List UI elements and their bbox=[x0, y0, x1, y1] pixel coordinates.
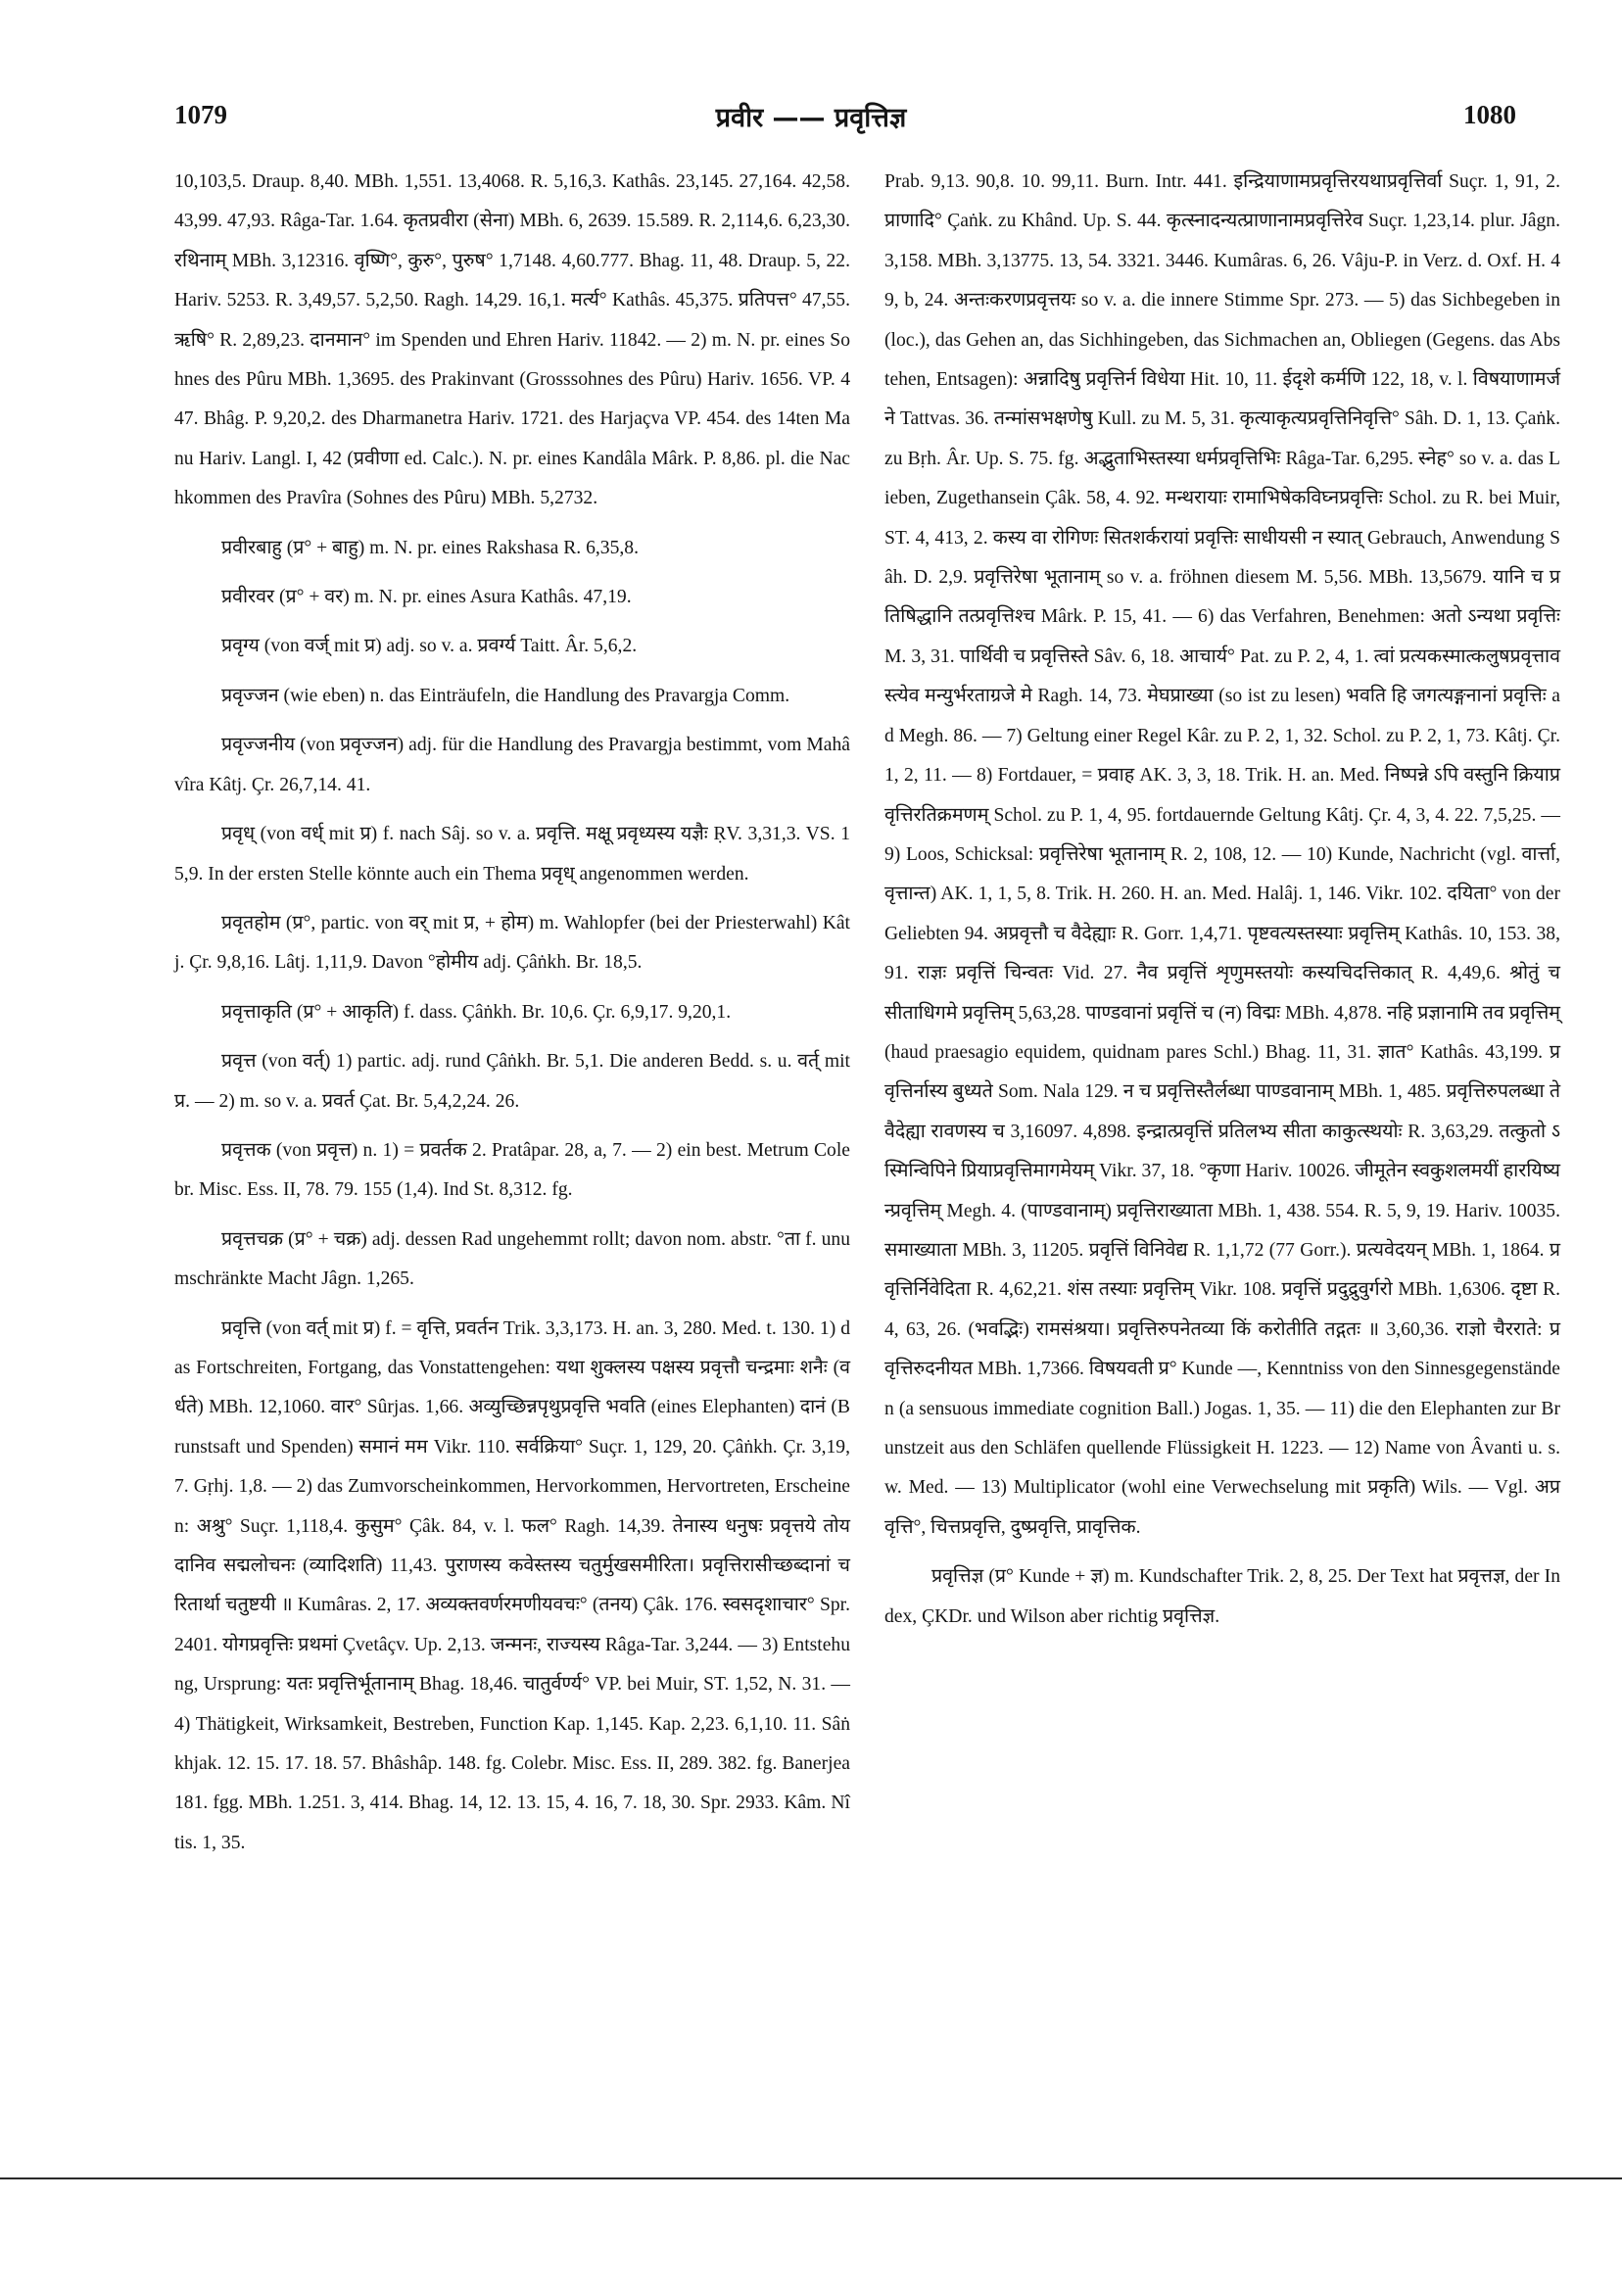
dictionary-entry: प्रवृग्य (von वर्ज् mit प्र) adj. so v. a. प्रवर्ग्य Taitt. Âr. 5,6,2. bbox=[221, 636, 638, 657]
page-title: प्रवीर —— प्रवृत्तिज्ञ bbox=[715, 103, 907, 133]
dictionary-entry: प्रवृत्ति (von वर्त् mit प्र) f. = वृत्ति, प्रवर्तन Trik. 3,3,173. H. an. 3, 280. Med. t. 130. 1) das Fortschreiten, Fortgang, das Vonstattengehen: यथा शुक्लस्य पक्षस्य प्रवृत्तौ चन्द्रमाः शनैः (वर्धते) MBh. 12,1060. वार° Sûrjas. 1,66. अव्युच्छिन्नपृथुप्रवृत्ति भवति (eines Elephanten) दानं (Brunstsaft und Spenden) समानं मम Vikr. 110. सर्वक्रिया° Suçr. 1, 129, 20. Çâṅkh. Çr. 3,19,7. Gṛhj. 1,8. — 2) das Zumvorscheinkommen, Hervorkommen, Hervortreten, Erscheinen: अश्रु° Suçr. 1,118,4. कुसुम° Çâk. 84, v. l. फल° Ragh. 14,39. तेनास्य धनुषः प्रवृत्तये तोयदानिव सद्मलोचनः (व्यादिशति) 11,43. पुराणस्य कवेस्तस्य चतुर्मुखसमीरिता। प्रवृत्तिरासीच्छब्दानां चरितार्था चतुष्टयी ॥ Kumâras. 2, 17. अव्यक्तवर्णरमणीयवचः° (तनय) Çâk. 176. स्वसदृशाचार° Spr. 2401. योगप्रवृत्तिः प्रथमां Çvetâçv. Up. 2,13. जन्मनः, राज्यस्य Râga-Tar. 3,244. — 3) Entstehung, Ursprung: यतः प्रवृत्तिर्भूतानाम् Bhag. 18,46. चातुर्वर्ण्य° VP. bei Muir, ST. 1,52, N. 31. — 4) Thätigkeit, Wirksamkeit, Bestreben, Function Kap. 1,145. Kap. 2,23. 6,1,10. 11. Sâṅkhjak. 12. 15. 17. 18. 57. Bhâshâp. 148. fg. Colebr. Misc. Ess. II, 289. 382. fg. Banerjea 181. fgg. MBh. 1.251. 3, 414. Bhag. 14, 12. 13. 15, 4. 16, 7. 18, 30. Spr. 2933. Kâm. Nîtis. 1, 35. bbox=[174, 1317, 850, 1853]
left-column bbox=[174, 163, 850, 1873]
dictionary-entry: प्रवृज्जनीय (von प्रवृज्जन) adj. für die Handlung des Pravargja bestimmt, vom Mahâvîra Kâtj. Çr. 26,7,14. 41. bbox=[174, 735, 850, 795]
dictionary-entry: प्रवृतहोम (प्र°, partic. von वर् mit प्र, + होम) m. Wahlopfer (bei der Priesterwahl) Kâtj. Çr. 9,8,16. Lâtj. 1,11,9. Davon °होमीय adj. Çâṅkh. Br. 18,5. bbox=[174, 912, 850, 974]
page-header bbox=[0, 90, 1622, 159]
dictionary-entry: प्रवृत्ताकृति (प्र° + आकृति) f. dass. Çâṅkh. Br. 10,6. Çr. 6,9,17. 9,20,1. bbox=[221, 1001, 732, 1023]
dictionary-entry: प्रवृत्तिज्ञ (प्र° Kunde + ज्ञ) m. Kundschafter Trik. 2, 8, 25. Der Text hat प्रवृत्तज्ञ, der Index, ÇKDr. und Wilson aber richtig प्रवृत्तिज्ञ. bbox=[884, 1566, 1560, 1627]
dictionary-entry: प्रवृध् (von वर्ध् mit प्र) f. nach Sâj. so v. a. प्रवृत्ति. मक्षू प्रवृध्यस्य यज्ञैः ṚV. 3,31,3. VS. 15,9. In der ersten Stelle könnte auch ein Thema प्रवृध् angenommen werden. bbox=[174, 824, 850, 885]
entry-continuation: 10,103,5. Draup. 8,40. MBh. 1,551. 13,4068. R. 5,16,3. Kathâs. 23,145. 27,164. 42,58. 43,99. 47,93. Râga-Tar. 1.64. कृतप्रवीरा (सेना) MBh. 6, 2639. 15.589. R. 2,114,6. 6,23,30. रथिनाम् MBh. 3,12316. वृष्णि°, कुरु°, पुरुष° 1,7148. 4,60.777. Bhag. 11, 48. Draup. 5, 22. Hariv. 5253. R. 3,49,57. 5,2,50. Ragh. 14,29. 16,1. मर्त्य° Kathâs. 45,375. प्रतिपत्त° 47,55. ऋषि° R. 2,89,23. दानमान° im Spenden und Ehren Hariv. 11842. — 2) m. N. pr. eines Sohnes des Pûru MBh. 1,3695. des Prakinvant (Grosssohnes des Pûru) Hariv. 1656. VP. 447. Bhâg. P. 9,20,2. des Dharmanetra Hariv. 1721. des Harjaçva VP. 454. des 14ten Manu Hariv. Langl. I, 42 (प्रवीणा ed. Calc.). N. pr. eines Kandâla Mârk. P. 8,86. pl. die Nachkommen des Pravîra (Sohnes des Pûru) MBh. 5,2732. bbox=[174, 171, 851, 509]
footer-rule bbox=[0, 2177, 1622, 2179]
page-number-left: 1079 bbox=[174, 100, 227, 129]
dictionary-entry: प्रवीरवर (प्र° + वर) m. N. pr. eines Asura Kathâs. 47,19. bbox=[221, 587, 632, 608]
dictionary-entry: प्रवृत्तक (von प्रवृत्त) n. 1) = प्रवर्तक 2. Pratâpar. 28, a, 7. — 2) ein best. Metrum Colebr. Misc. Ess. II, 78. 79. 155 (1,4). Ind St. 8,312. fg. bbox=[174, 1139, 850, 1201]
dictionary-entry: प्रवृत्त (von वर्त्) 1) partic. adj. rund Çâṅkh. Br. 5,1. Die anderen Bedd. s. u. वर्त् mit प्र. — 2) m. so v. a. प्रवर्त Çat. Br. 5,4,2,24. 26. bbox=[174, 1051, 850, 1112]
dictionary-entry: प्रवृज्जन (wie eben) n. das Einträufeln, die Handlung des Pravargja Comm. bbox=[221, 685, 790, 706]
dictionary-entry: प्रवृत्तचक्र (प्र° + चक्र) adj. dessen Rad ungehemmt rollt; davon nom. abstr. °ता f. unumschränkte Macht Jâgn. 1,265. bbox=[174, 1228, 850, 1290]
dictionary-entry: प्रवीरबाहु (प्र° + बाहु) m. N. pr. eines Rakshasa R. 6,35,8. bbox=[221, 537, 639, 558]
entry-continuation: Prab. 9,13. 90,8. 10. 99,11. Burn. Intr. 441. इन्द्रियाणामप्रवृत्तिरयथाप्रवृत्तिर्वा Suçr. 1, 91, 2. प्राणादि° Çaṅk. zu Khând. Up. S. 44. कृत्स्नादन्यत्प्राणानामप्रवृत्तिरेव Suçr. 1,23,14. plur. Jâgn. 3,158. MBh. 3,13775. 13, 54. 3321. 3446. Kumâras. 6, 26. Vâju-P. in Verz. d. Oxf. H. 49, b, 24. अन्तःकरणप्रवृत्तयः so v. a. die innere Stimme Spr. 273. — 5) das Sichbegeben in (loc.), das Gehen an, das Sichhingeben, das Sichmachen an, Obliegen (Gegens. das Abstehen, Entsagen): अन्नादिषु प्रवृत्तिर्न विधेया Hit. 10, 11. ईदृशे कर्मणि 122, 18, v. l. विषयाणामर्जने Tattvas. 36. तन्मांसभक्षणेषु Kull. zu M. 5, 31. कृत्याकृत्यप्रवृत्तिनिवृत्ति° Sâh. D. 1, 13. Çaṅk. zu Bṛh. Âr. Up. S. 75. fg. अद्भुताभिस्तस्या धर्मप्रवृत्तिभिः Râga-Tar. 6,295. स्नेह° so v. a. das Lieben, Zugethansein Çâk. 58, 4. 92. मन्थरायाः रामाभिषेकविघ्नप्रवृत्तिः Schol. zu R. bei Muir, ST. 4, 413, 2. कस्य वा रोगिणः सितशर्करायां प्रवृत्तिः साधीयसी न स्यात् Gebrauch, Anwendung Sâh. D. 2,9. प्रवृत्तिरेषा भूतानाम् so v. a. fröhnen diesem M. 5,56. MBh. 13,5679. यानि च प्रतिषिद्धानि तत्प्रवृत्तिश्च Mârk. P. 15, 41. — 6) das Verfahren, Benehmen: अतो ऽन्यथा प्रवृत्तिः M. 3, 31. पार्थिवी च प्रवृत्तिस्ते Sâv. 6, 18. आचार्य° Pat. zu P. 2, 4, 1. त्वां प्रत्यकस्मात्कलुषप्रवृत्तावस्त्येव मन्युर्भरताग्रजे मे Ragh. 14, 73. मेघप्राख्या (so ist zu lesen) भवति हि जगत्यङ्गनानां प्रवृत्तिः ad Megh. 86. — 7) Geltung einer Regel Kâr. zu P. 2, 1, 32. Schol. zu P. 2, 1, 73. Kâtj. Çr. 1, 2, 11. — 8) Fortdauer, = प्रवाह AK. 3, 3, 18. Trik. H. an. Med. निष्पन्ने ऽपि वस्तुनि क्रियाप्रवृत्तिरतिक्रमणम् Schol. zu P. 1, 4, 95. fortdauernde Geltung Kâtj. Çr. 4, 3, 4. 22. 7,5,25. — 9) Loos, Schicksal: प्रवृत्तिरेषा भूतानाम् R. 2, 108, 12. — 10) Kunde, Nachricht (vgl. वार्त्ता, वृत्तान्त) AK. 1, 1, 5, 8. Trik. H. 260. H. an. Med. Halâj. 1, 146. Vikr. 102. दयिता° von der Geliebten 94. अप्रवृत्तौ च वैदेह्याः R. Gorr. 1,4,71. पृष्टवत्यस्तस्याः प्रवृत्तिम् Kathâs. 10, 153. 38,91. राज्ञः प्रवृत्तिं चिन्वतः Vid. 27. नैव प्रवृत्तिं शृणुमस्तयोः कस्यचिदत्तिकात् R. 4,49,6. श्रोतुं च सीताधिगमे प्रवृत्तिम् 5,63,28. पाण्डवानां प्रवृत्तिं च (न) विद्मः MBh. 4,878. नहि प्रज्ञानामि तव प्रवृत्तिम् (haud praesagio equidem, quidnam pares Schl.) Bhag. 11, 31. ज्ञात° Kathâs. 43,199. प्रवृत्तिर्नास्य बुध्यते Som. Nala 129. न च प्रवृत्तिस्तैर्लब्धा पाण्डवानाम् MBh. 1, 485. प्रवृत्तिरुपलब्धा ते वैदेह्या रावणस्य च 3,16097. 4,898. इन्द्रात्प्रवृत्तिं प्रतिलभ्य सीता काकुत्स्थयोः R. 3,63,29. तत्कुतो ऽस्मिन्विपिने प्रियाप्रवृत्तिमागमेयम् Vikr. 37, 18. °कृणा Hariv. 10026. जीमूतेन स्वकुशलमयीं हारयिष्यन्प्रवृत्तिम् Megh. 4. (पाण्डवानाम्) प्रवृत्तिराख्याता MBh. 1, 438. 554. R. 5, 9, 19. Hariv. 10035. समाख्याता MBh. 3, 11205. प्रवृत्तिं विनिवेद्य R. 1,1,72 (77 Gorr.). प्रत्यवेदयन् MBh. 1, 1864. प्रवृत्तिर्निवेदिता R. 4,62,21. शंस तस्याः प्रवृत्तिम् Vikr. 108. प्रवृत्तिं प्रदुद्रुवुर्गरो MBh. 1,6306. दृष्टा R. 4, 63, 26. (भवद्भिः) रामसंश्रया। प्रवृत्तिरुपनेतव्या किं करोतीति तद्गतः ॥ 3,60,36. राज्ञो चैरराते: प्रवृत्तिरुदनीयत MBh. 1,7366. विषयवती प्र° Kunde —, Kenntniss von den Sinnesgegenständen (a sensuous immediate cognition Ball.) Jogas. 1, 35. — 11) die den Elephanten zur Brunstzeit aus den Schläfen quellende Flüssigkeit H. 1223. — 12) Name von Âvanti u. s. w. Med. — 13) Multiplicator (wohl eine Verwechselung mit प्रकृति) Wils. — Vgl. अप्रवृत्ति°, चित्तप्रवृत्ति, दुष्प्रवृत्ति, प्रावृत्तिक. bbox=[884, 171, 1560, 1538]
page-number-right: 1080 bbox=[1463, 100, 1516, 129]
right-column bbox=[884, 163, 1560, 1647]
